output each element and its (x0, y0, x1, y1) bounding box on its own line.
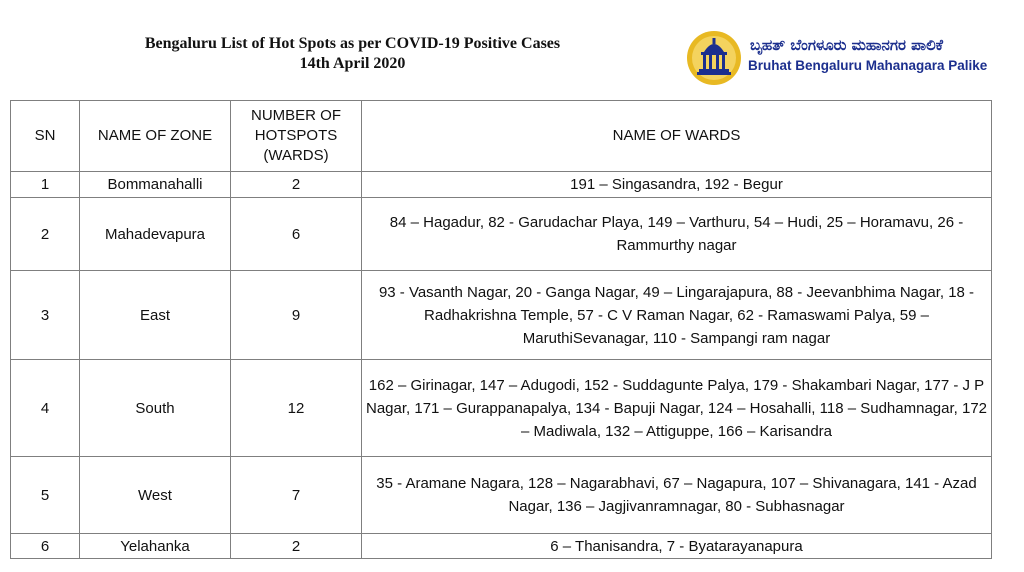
cell-sn: 1 (11, 172, 80, 198)
cell-hotspot-count: 2 (231, 172, 362, 198)
cell-hotspot-count: 12 (231, 360, 362, 457)
cell-wards: 35 - Aramane Nagara, 128 – Nagarabhavi, 67 – Nagapura, 107 – Shivanagara, 141 - Azad Nagar, 136 – Jagjivanramnagar, 80 - Subhasnagar (362, 457, 992, 534)
header-hotspot-count (231, 101, 362, 172)
cell-sn: 2 (11, 198, 80, 271)
logo-english-text: Bruhat Bengaluru Mahanagara Palike (748, 58, 988, 73)
title-line-1: Bengaluru List of Hot Spots as per COVID-19 Positive Cases (144, 35, 561, 52)
cell-hotspot-count: 2 (231, 534, 362, 559)
bbmp-emblem-icon (684, 28, 744, 88)
hotspots-table (10, 100, 992, 559)
cell-hotspot-count: 9 (231, 271, 362, 360)
header-count-line-3: (WARDS) (263, 147, 329, 164)
cell-hotspot-count: 6 (231, 198, 362, 271)
cell-zone: Mahadevapura (80, 198, 231, 271)
cell-zone: Bommanahalli (80, 172, 231, 198)
table-row (11, 172, 992, 198)
table-row (11, 198, 992, 271)
cell-zone: East (80, 271, 231, 360)
header-count-line-2: HOTSPOTS (254, 127, 338, 144)
cell-sn: 4 (11, 360, 80, 457)
header-wards: NAME OF WARDS (362, 101, 992, 172)
header-zone: NAME OF ZONE (80, 101, 231, 172)
document-title (60, 34, 645, 74)
cell-zone: South (80, 360, 231, 457)
bbmp-logo (684, 28, 1014, 88)
table-row (11, 360, 992, 457)
table-row (11, 534, 992, 559)
cell-wards: 6 – Thanisandra, 7 - Byatarayanapura (362, 534, 992, 559)
table-row (11, 271, 992, 360)
logo-kannada-text: ಬೃಹತ್ ಬೆಂಗಳೂರು ಮಹಾನಗರ ಪಾಲಿಕೆ (750, 36, 943, 54)
cell-wards: 191 – Singasandra, 192 - Begur (362, 172, 992, 198)
table-row (11, 457, 992, 534)
cell-wards: 84 – Hagadur, 82 - Garudachar Playa, 149 – Varthuru, 54 – Hudi, 25 – Horamavu, 26 - Rammurthy nagar (362, 198, 992, 271)
title-line-2: 14th April 2020 (299, 55, 406, 72)
cell-sn: 6 (11, 534, 80, 559)
header-sn: SN (11, 101, 80, 172)
cell-zone: West (80, 457, 231, 534)
table-header-row (11, 101, 992, 172)
cell-wards: 162 – Girinagar, 147 – Adugodi, 152 - Suddagunte Palya, 179 - Shakambari Nagar, 177 - J P Nagar, 171 – Gurappanapalya, 134 - Bapuji Nagar, 124 – Hosahalli, 118 – Sudhamnagar, 172 – Madiwala, 132 – Attiguppe, 166 – Karisandra (362, 360, 992, 457)
cell-zone: Yelahanka (80, 534, 231, 559)
cell-sn: 3 (11, 271, 80, 360)
cell-wards: 93 - Vasanth Nagar, 20 - Ganga Nagar, 49 – Lingarajapura, 88 - Jeevanbhima Nagar, 18 - Radhakrishna Temple, 57 - C V Raman Nagar, 62 - Ramaswami Palya, 59 – MaruthiSevanagar, 110 - Sampangi ram nagar (362, 271, 992, 360)
header-count-line-1: NUMBER OF (251, 107, 341, 124)
cell-sn: 5 (11, 457, 80, 534)
cell-hotspot-count: 7 (231, 457, 362, 534)
